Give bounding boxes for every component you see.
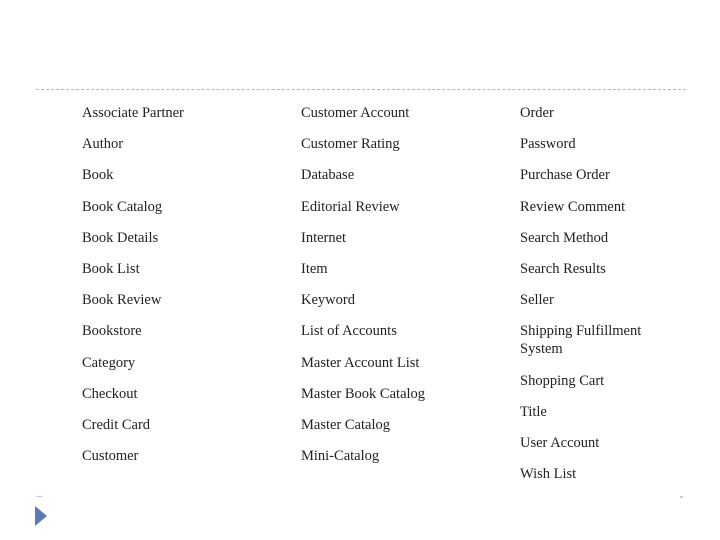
footer-marker-left bbox=[36, 496, 42, 497]
term-item: Mini-Catalog bbox=[301, 448, 380, 465]
term-item: Password bbox=[520, 136, 576, 153]
term-item: Review Comment bbox=[520, 198, 626, 215]
term-item: Purchase Order bbox=[520, 167, 610, 184]
term-item: Title bbox=[520, 403, 547, 420]
term-column-1 bbox=[82, 104, 282, 478]
term-item: Editorial Review bbox=[301, 198, 400, 215]
term-item: User Account bbox=[520, 434, 600, 451]
term-item: Author bbox=[82, 136, 124, 153]
term-item: Seller bbox=[520, 292, 554, 309]
term-item: Shipping Fulfillment System bbox=[520, 323, 642, 358]
header-divider bbox=[36, 89, 686, 90]
term-item: Keyword bbox=[301, 292, 355, 309]
term-item: Internet bbox=[301, 229, 347, 246]
term-item: Book List bbox=[82, 260, 140, 277]
term-item: Customer bbox=[82, 448, 139, 465]
term-item: Checkout bbox=[82, 385, 138, 402]
term-item: Category bbox=[82, 354, 136, 371]
term-item: Master Book Catalog bbox=[301, 385, 426, 402]
term-item: Book bbox=[82, 167, 114, 184]
term-item: Search Results bbox=[520, 260, 606, 277]
term-item: Associate Partner bbox=[82, 105, 184, 121]
footer-marker-right bbox=[680, 496, 683, 498]
term-item: Item bbox=[301, 260, 328, 277]
term-item: Book Details bbox=[82, 229, 159, 246]
term-column-3 bbox=[520, 104, 670, 496]
term-item: Database bbox=[301, 167, 355, 184]
term-item: Credit Card bbox=[82, 416, 151, 433]
term-item: Order bbox=[520, 105, 554, 121]
term-item: List of Accounts bbox=[301, 323, 397, 340]
term-item: Bookstore bbox=[82, 323, 142, 340]
term-item: Customer Rating bbox=[301, 136, 400, 153]
term-item: Master Account List bbox=[301, 354, 420, 371]
term-column-2 bbox=[301, 104, 501, 478]
term-item: Master Catalog bbox=[301, 416, 390, 433]
right-triangle-icon bbox=[35, 506, 47, 526]
term-item: Customer Account bbox=[301, 105, 410, 121]
term-item: Book Review bbox=[82, 292, 162, 309]
term-item: Wish List bbox=[520, 466, 577, 483]
term-item: Search Method bbox=[520, 229, 609, 246]
term-item: Shopping Cart bbox=[520, 372, 605, 389]
term-item: Book Catalog bbox=[82, 198, 163, 215]
